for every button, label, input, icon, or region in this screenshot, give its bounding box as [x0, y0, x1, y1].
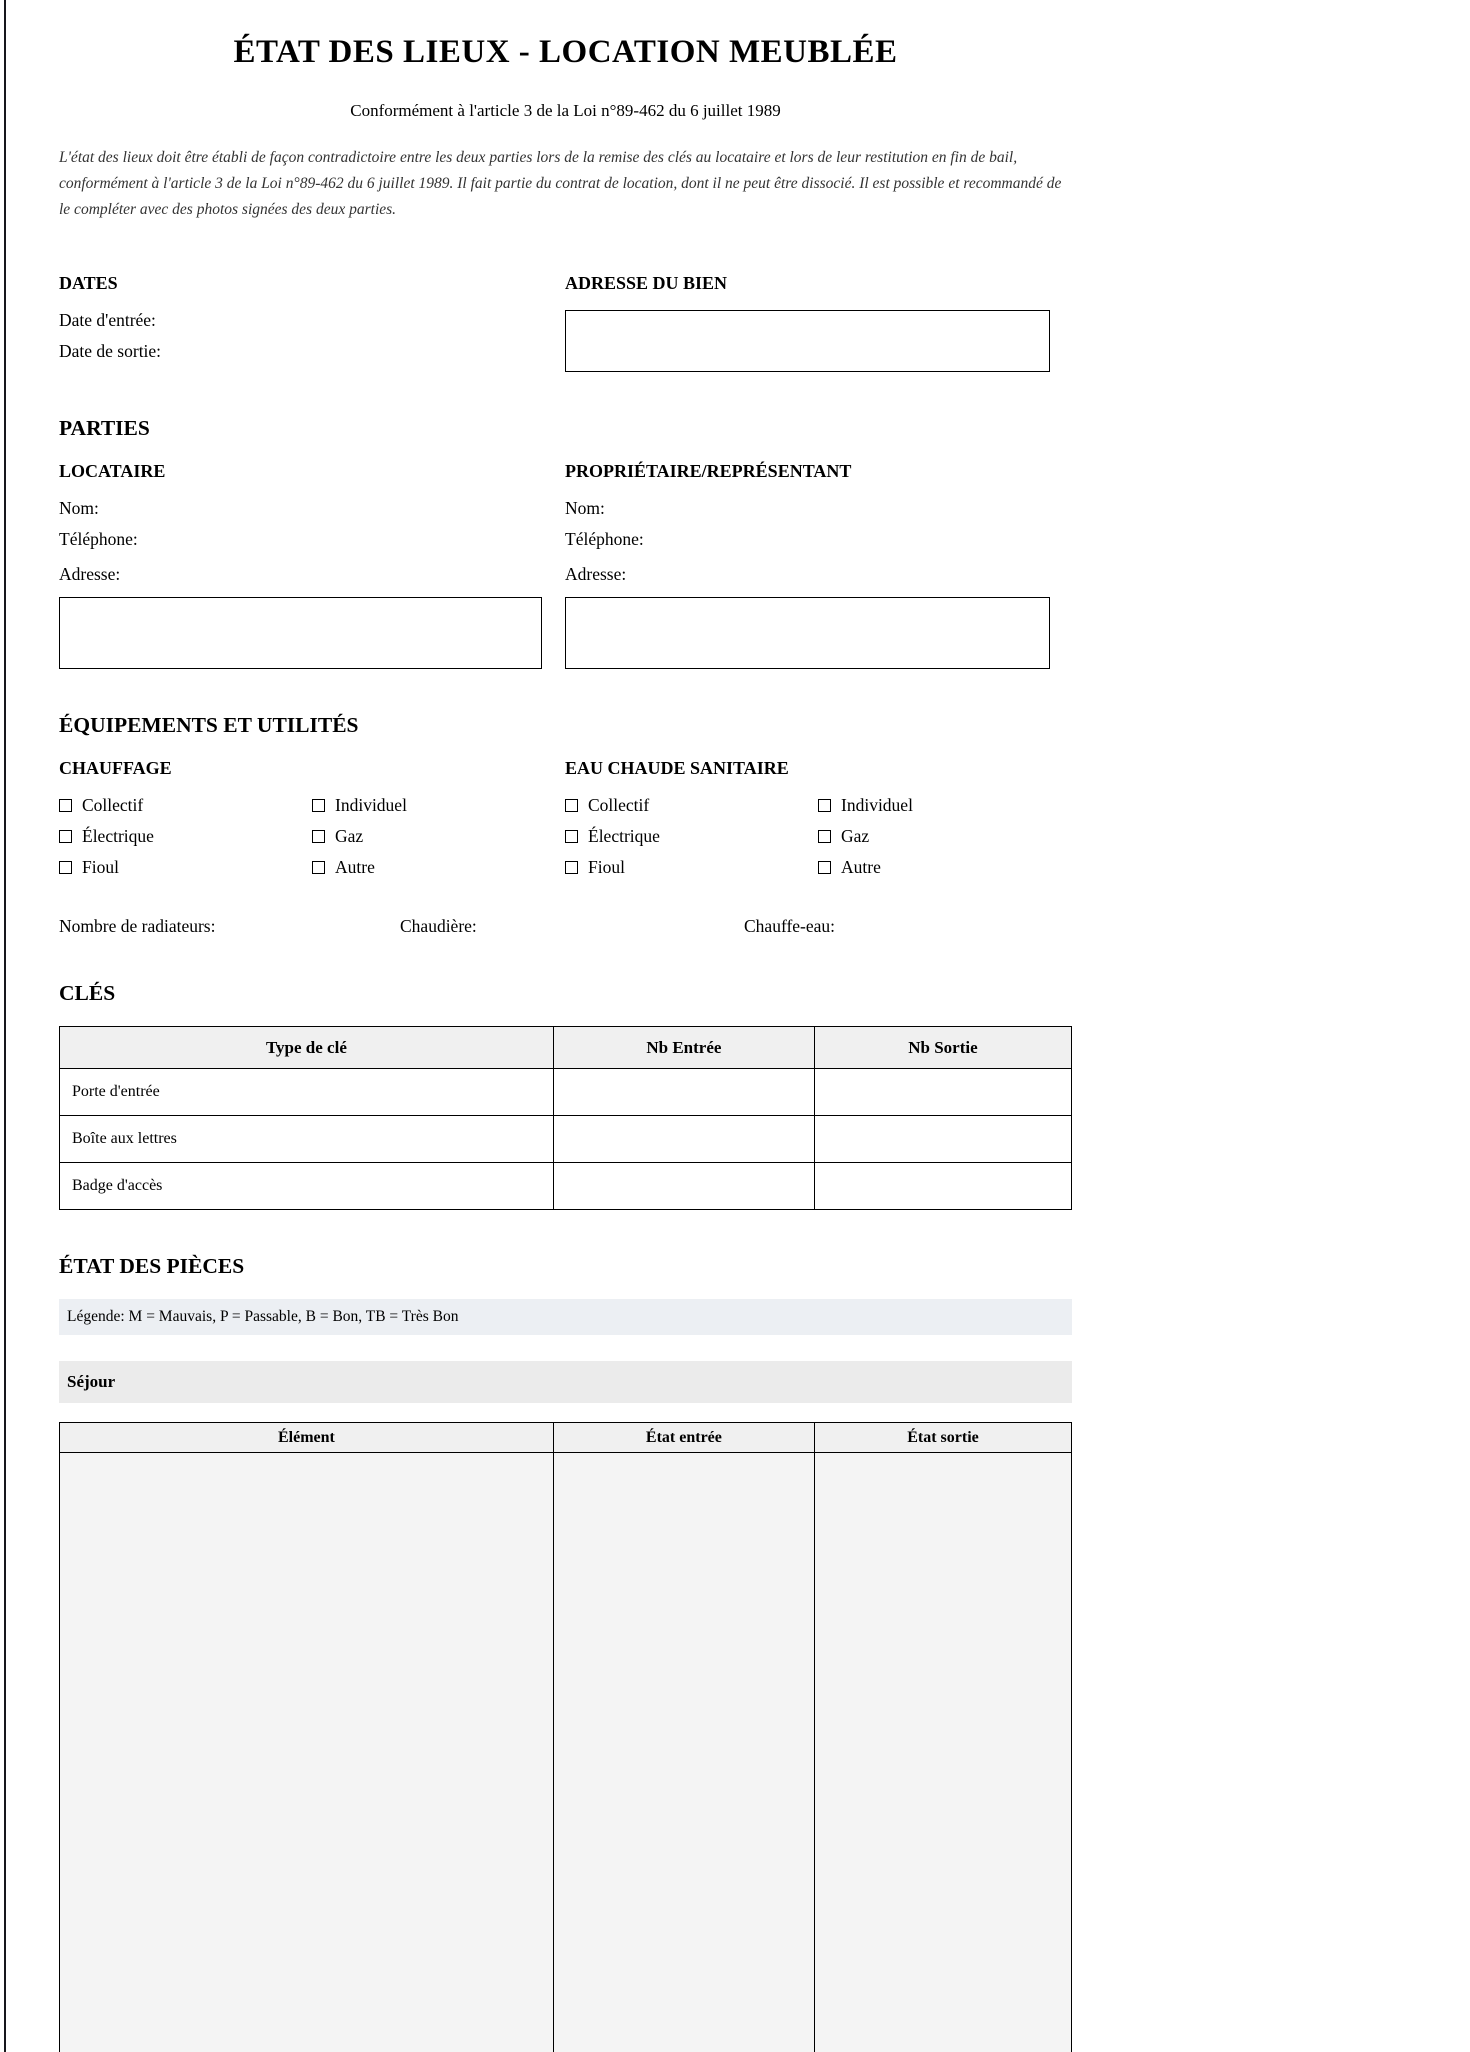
key-entry-count-cell[interactable]: [553, 1163, 814, 1210]
heating-option-fioul: [59, 857, 312, 878]
checkbox-label: Autre: [841, 857, 881, 877]
heating-gaz-checkbox[interactable]: [312, 830, 325, 843]
owner-address-input[interactable]: [565, 597, 1050, 669]
key-entry-count-cell[interactable]: [553, 1069, 814, 1116]
keys-heading: CLÉS: [59, 981, 116, 1005]
date-exit-label: Date de sortie:: [59, 341, 162, 361]
hot-water-individuel-checkbox[interactable]: [818, 799, 831, 812]
tenant-address-input[interactable]: [59, 597, 542, 669]
address-column: [565, 273, 1072, 372]
checkbox-label: Gaz: [335, 826, 364, 846]
table-row: [60, 1453, 1072, 2052]
key-type-cell: Porte d'entrée: [60, 1069, 554, 1116]
key-type-cell: Badge d'accès: [60, 1163, 554, 1210]
heating-option-gaz: [312, 826, 542, 847]
tenant-heading: LOCATAIRE: [59, 461, 166, 481]
room-table-header-row: [60, 1423, 1072, 1453]
key-type-cell: Boîte aux lettres: [60, 1116, 554, 1163]
equipment-heading: ÉQUIPEMENTS ET UTILITÉS: [59, 713, 359, 737]
room-section-header-sejour: Séjour: [59, 1361, 1072, 1403]
owner-column: [565, 461, 1072, 669]
tenant-address-label: Adresse:: [59, 564, 121, 584]
checkbox-label: Individuel: [335, 795, 407, 815]
owner-name-label: Nom:: [565, 498, 605, 518]
intro-paragraph: L'état des lieux doit être établi de façon contradictoire entre les deux parties lors de la remise des clés au locataire et lors de leur restitution en fin de bail, conformément à l'article 3 de la Loi n°89-462 du 6 juillet 1989. Il fait partie du contrat de location, dont il ne peut être dissocié. Il est possible et recommandé de le compléter avec des photos signées des deux parties.: [59, 149, 1062, 218]
hot-water-option-autre: [818, 857, 1072, 878]
legal-reference-subtitle: Conformément à l'article 3 de la Loi n°89-462 du 6 juillet 1989: [350, 101, 781, 120]
heating-column: [59, 758, 542, 878]
table-row: [60, 1163, 1072, 1210]
key-exit-count-cell[interactable]: [814, 1163, 1071, 1210]
checkbox-label: Autre: [335, 857, 375, 877]
equipment-details-row: [59, 916, 1072, 937]
column-header-nb-sortie: Nb Sortie: [814, 1027, 1071, 1069]
column-header-key-type: Type de clé: [60, 1027, 554, 1069]
page-title: ÉTAT DES LIEUX - LOCATION MEUBLÉE: [233, 34, 898, 70]
property-address-heading: ADRESSE DU BIEN: [565, 273, 728, 293]
column-header-nb-entree: Nb Entrée: [553, 1027, 814, 1069]
entry-state-cell[interactable]: [553, 1453, 814, 2052]
hot-water-autre-checkbox[interactable]: [818, 861, 831, 874]
key-exit-count-cell[interactable]: [814, 1069, 1071, 1116]
form-document: [59, 0, 1072, 2052]
checkbox-label: Fioul: [588, 857, 625, 877]
rooms-heading: ÉTAT DES PIÈCES: [59, 1254, 245, 1278]
heating-electrique-checkbox[interactable]: [59, 830, 72, 843]
condition-legend: Légende: M = Mauvais, P = Passable, B = Bon, TB = Très Bon: [59, 1299, 1072, 1335]
hot-water-option-collectif: [565, 795, 818, 816]
owner-phone-label: Téléphone:: [565, 529, 644, 549]
hot-water-collectif-checkbox[interactable]: [565, 799, 578, 812]
heating-autre-checkbox[interactable]: [312, 861, 325, 874]
page-left-border: [4, 0, 6, 2052]
tenant-name-label: Nom:: [59, 498, 99, 518]
column-header-element: Élément: [60, 1423, 554, 1453]
hot-water-option-gaz: [818, 826, 1072, 847]
hot-water-option-individuel: [818, 795, 1072, 816]
key-entry-count-cell[interactable]: [553, 1116, 814, 1163]
radiators-count-label: Nombre de radiateurs:: [59, 916, 216, 936]
room-elements-table: [59, 1422, 1072, 2052]
hot-water-option-electrique: [565, 826, 818, 847]
key-exit-count-cell[interactable]: [814, 1116, 1071, 1163]
heating-individuel-checkbox[interactable]: [312, 799, 325, 812]
column-header-etat-sortie: État sortie: [814, 1423, 1071, 1453]
dates-address-section: [59, 273, 1072, 372]
water-heater-label: Chauffe-eau:: [744, 916, 836, 936]
hot-water-options: [565, 795, 1072, 878]
hot-water-heading: EAU CHAUDE SANITAIRE: [565, 758, 789, 778]
checkbox-label: Fioul: [82, 857, 119, 877]
date-entry-label: Date d'entrée:: [59, 310, 156, 330]
table-row: [60, 1116, 1072, 1163]
column-header-etat-entree: État entrée: [553, 1423, 814, 1453]
tenant-column: [59, 461, 542, 669]
checkbox-label: Électrique: [588, 826, 660, 846]
heating-option-electrique: [59, 826, 312, 847]
exit-state-cell[interactable]: [814, 1453, 1071, 2052]
tenant-phone-label: Téléphone:: [59, 529, 138, 549]
heating-heading: CHAUFFAGE: [59, 758, 172, 778]
parties-section: [59, 461, 1072, 669]
heating-option-autre: [312, 857, 542, 878]
heating-fioul-checkbox[interactable]: [59, 861, 72, 874]
hot-water-gaz-checkbox[interactable]: [818, 830, 831, 843]
keys-table: [59, 1026, 1072, 1210]
property-address-input[interactable]: [565, 310, 1050, 372]
keys-table-header-row: [60, 1027, 1072, 1069]
hot-water-option-fioul: [565, 857, 818, 878]
checkbox-label: Collectif: [588, 795, 650, 815]
heating-options: [59, 795, 542, 878]
checkbox-label: Individuel: [841, 795, 913, 815]
equipment-section: [59, 758, 1072, 878]
boiler-label: Chaudière:: [400, 916, 477, 936]
dates-heading: DATES: [59, 273, 118, 293]
table-row: [60, 1069, 1072, 1116]
owner-heading: PROPRIÉTAIRE/REPRÉSENTANT: [565, 461, 852, 481]
hot-water-fioul-checkbox[interactable]: [565, 861, 578, 874]
heating-option-individuel: [312, 795, 542, 816]
checkbox-label: Collectif: [82, 795, 144, 815]
hot-water-electrique-checkbox[interactable]: [565, 830, 578, 843]
checkbox-label: Gaz: [841, 826, 870, 846]
parties-heading: PARTIES: [59, 416, 150, 440]
dates-column: [59, 273, 542, 372]
owner-address-label: Adresse:: [565, 564, 627, 584]
heating-option-collectif: [59, 795, 312, 816]
element-list-cell[interactable]: [60, 1453, 554, 2052]
checkbox-label: Électrique: [82, 826, 154, 846]
heating-collectif-checkbox[interactable]: [59, 799, 72, 812]
hot-water-column: [565, 758, 1072, 878]
